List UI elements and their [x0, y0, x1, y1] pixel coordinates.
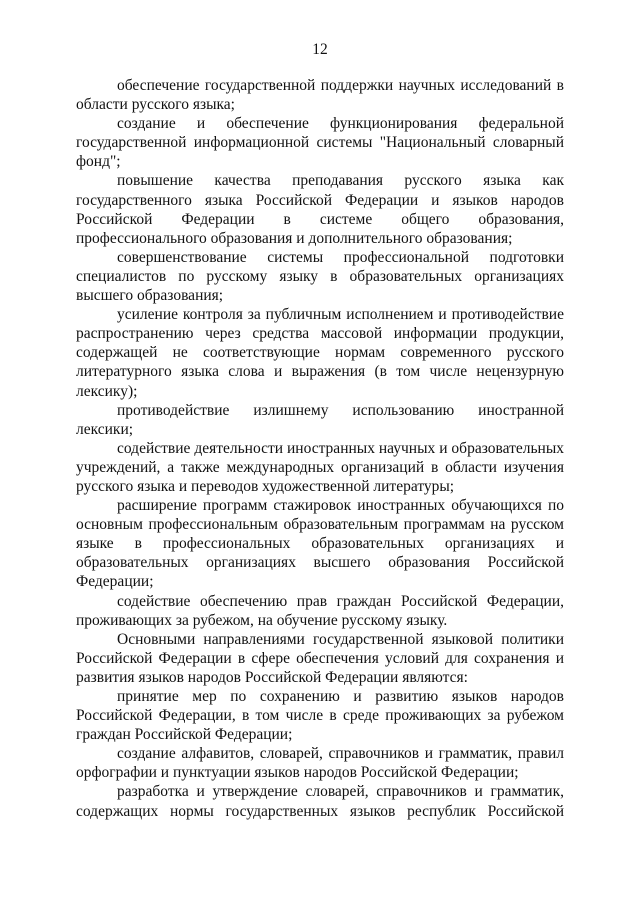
paragraph: создание алфавитов, словарей, справочников и грамматик, правил орфографии и пунктуации языков народов Российской Федерации;	[76, 745, 564, 782]
paragraph: совершенствование системы профессиональной подготовки специалистов по русскому языку в образовательных организациях высшего образования;	[76, 248, 564, 305]
page-number: 12	[312, 41, 328, 58]
paragraph: содействие обеспечению прав граждан Российской Федерации, проживающих за рубежом, на обучение русскому языку.	[76, 592, 564, 629]
paragraph: принятие мер по сохранению и развитию языков народов Российской Федерации, в том числе в среде проживающих за рубежом граждан Российской Федерации;	[76, 688, 564, 744]
paragraph: повышение качества преподавания русского языка как государственного языка Российской Федерации и языков народов Российской Федерации в системе общего образования, профессионального образования и дополнительного образования;	[76, 172, 564, 247]
document-body	[76, 76, 564, 821]
paragraph: содействие деятельности иностранных научных и образовательных учреждений, а также международных организаций в области изучения русского языка и переводов художественной литературы;	[76, 439, 564, 495]
paragraph: расширение программ стажировок иностранных обучающихся по основным профессиональным образовательным программам на русском языке в профессиональных образовательных организациях и образовательных организациях высшего образования Российской Федерации;	[76, 497, 564, 591]
paragraph: создание и обеспечение функционирования федеральной государственной информационной системы "Национальный словарный фонд";	[76, 115, 564, 171]
paragraph-continued: разработка и утверждение словарей, справочников и грамматик, содержащих нормы государственных языков республик Российской	[76, 783, 564, 820]
paragraph: обеспечение государственной поддержки научных исследований в области русского языка;	[76, 77, 564, 114]
paragraph: усиление контроля за публичным исполнением и противодействие распространению через средства массовой информации продукции, содержащей не соответствующие нормам современного русского литературного языка слова и выражения (в том числе нецензурную лексику);	[76, 306, 564, 400]
paragraph: Основными направлениями государственной языковой политики Российской Федерации в сфере обеспечения условий для сохранения и развития языков народов Российской Федерации являются:	[76, 630, 564, 686]
paragraph: противодействие излишнему использованию иностранной лексики;	[76, 401, 564, 438]
